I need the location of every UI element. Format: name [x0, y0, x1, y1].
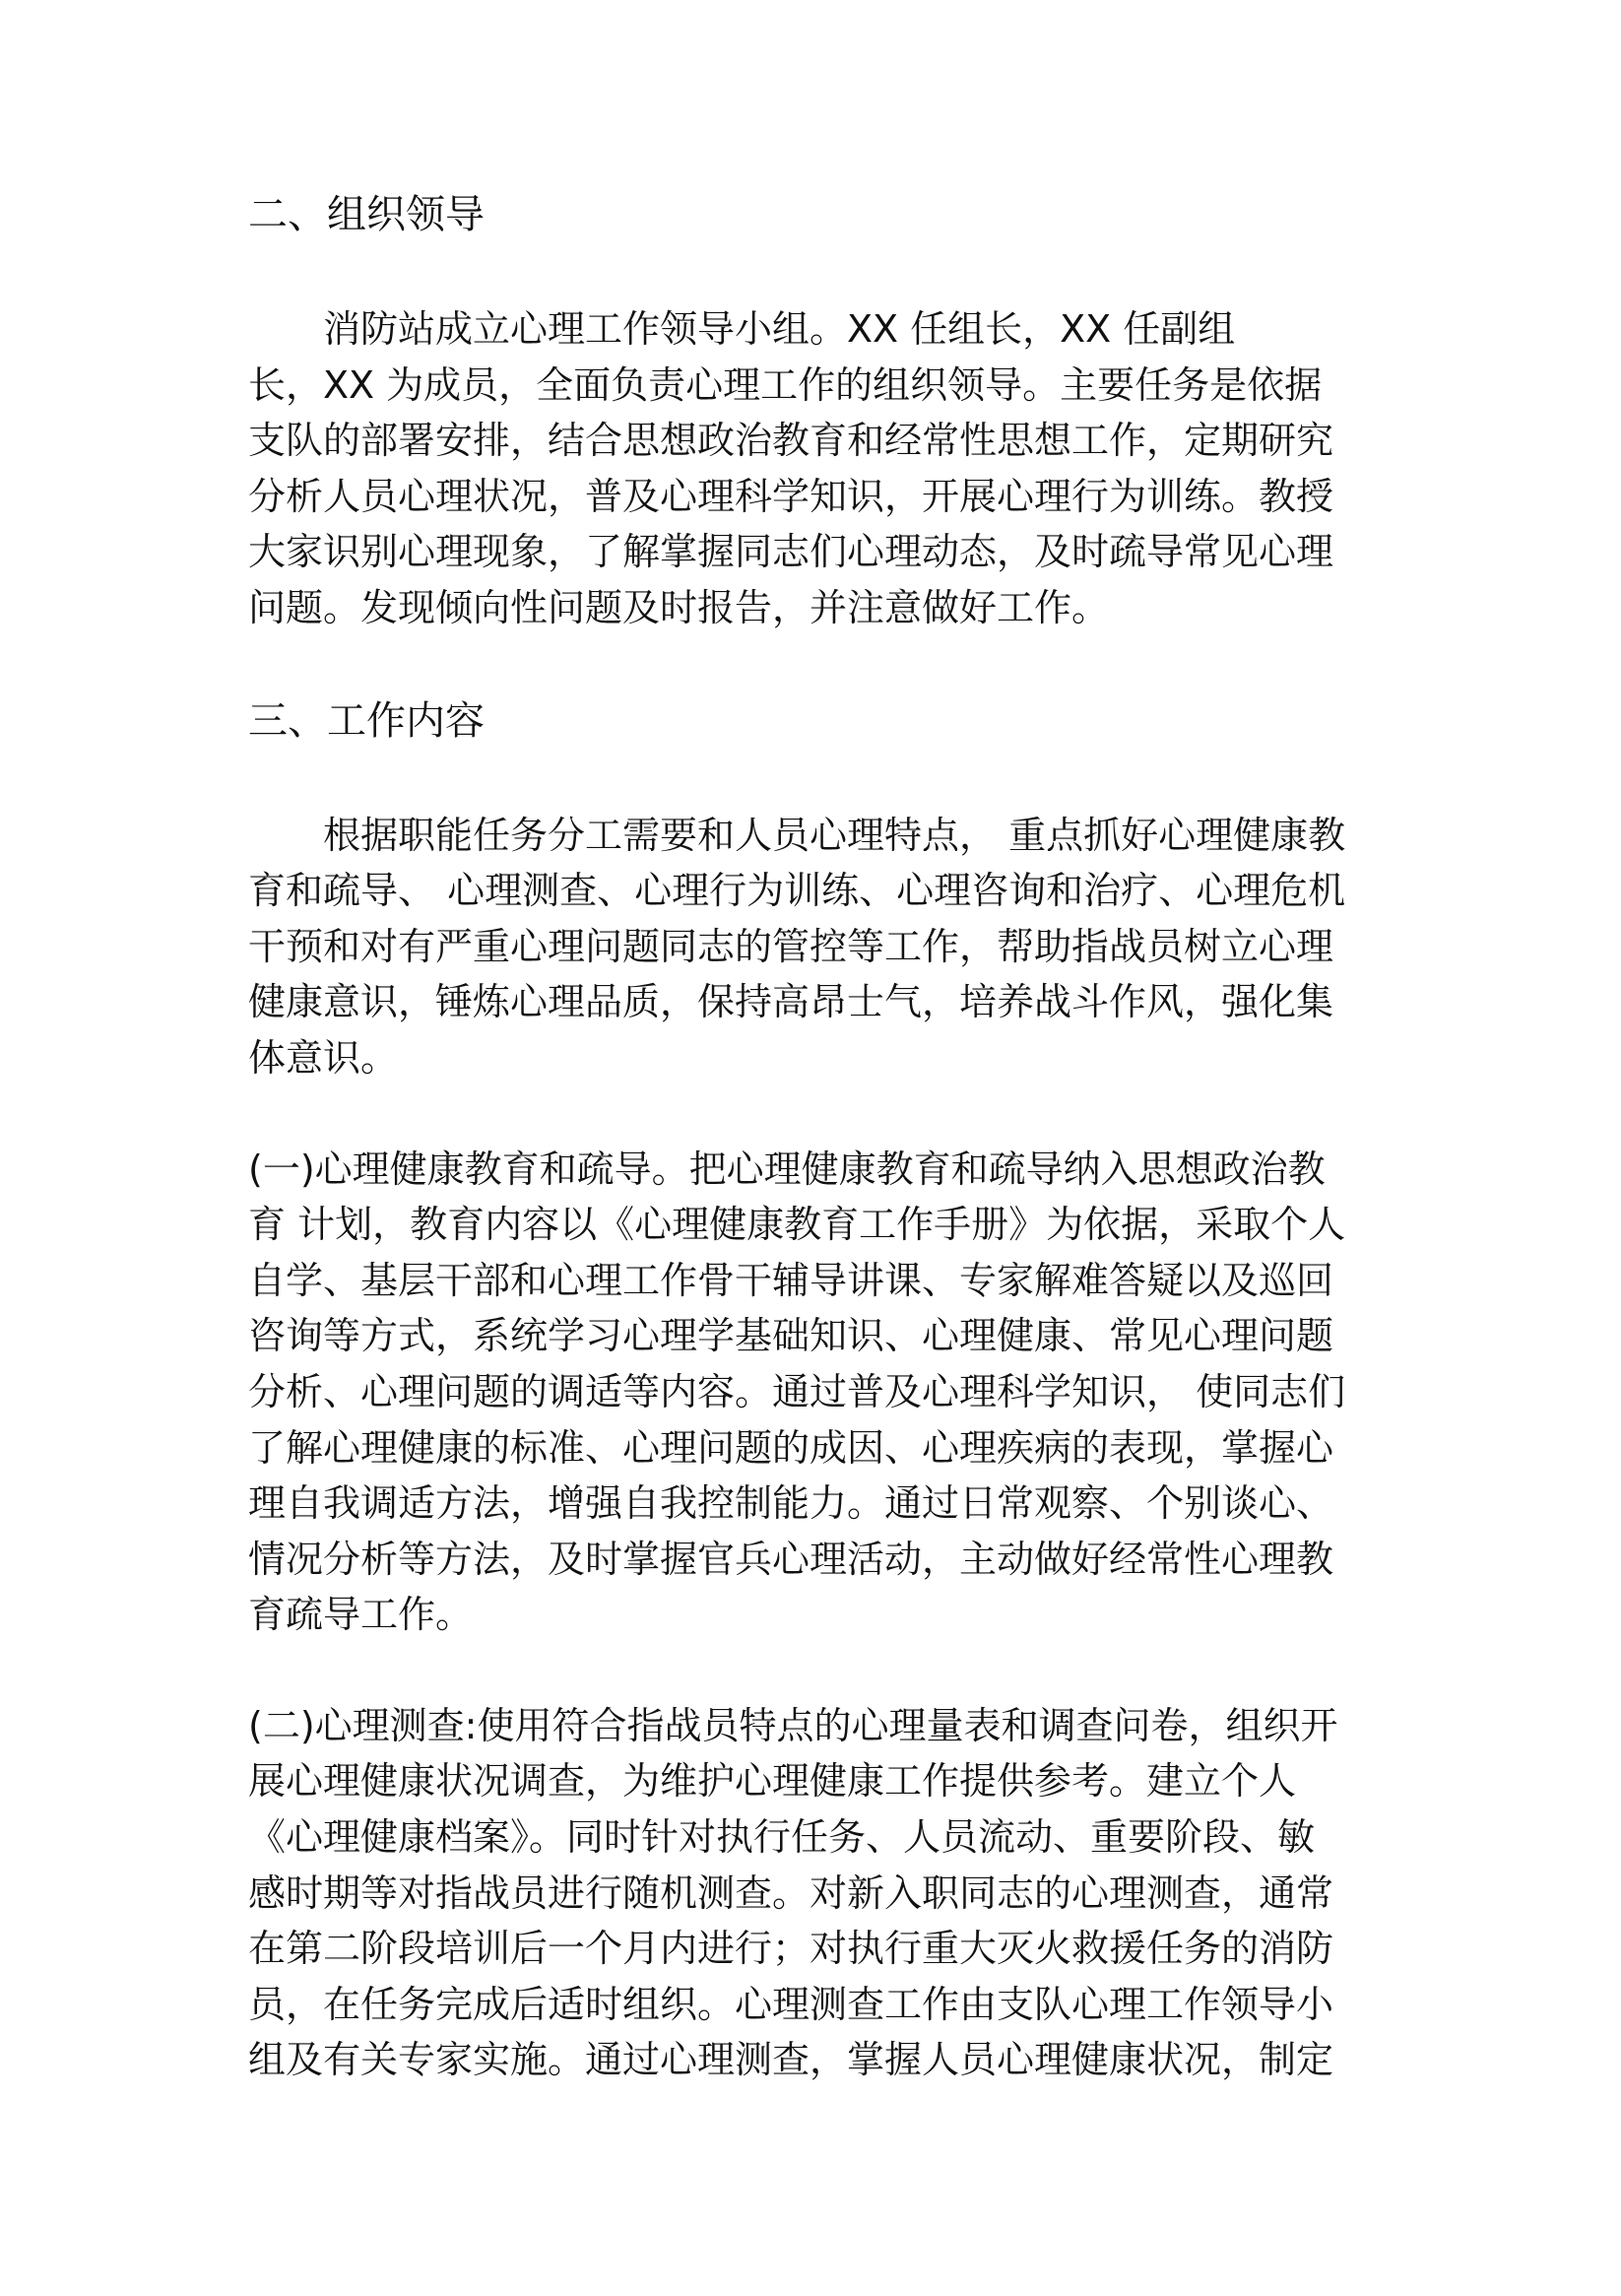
section-heading-organization: 二、组织领导: [248, 192, 485, 237]
paragraph-line: 《心理健康档案》。同时针对执行任务、人员流动、重要阶段、敏: [248, 1815, 1316, 1860]
paragraph-line: (一)心理健康教育和疏导。把心理健康教育和疏导纳入思想政治教: [248, 1147, 1326, 1191]
paragraph-line: 育和疏导、 心理测查、心理行为训练、心理咨询和治疗、心理危机: [248, 869, 1346, 913]
paragraph-line: 消防站成立心理工作领导小组。XX 任组长，XX 任副组: [323, 307, 1236, 351]
paragraph-line: 育疏导工作。: [248, 1593, 474, 1637]
paragraph-line: 体意识。: [248, 1035, 399, 1080]
paragraph-line: 自学、基层干部和心理工作骨干辅导讲课、专家解难答疑以及巡回: [248, 1258, 1334, 1302]
paragraph-line: 展心理健康状况调查，为维护心理健康工作提供参考。建立个人: [248, 1759, 1297, 1804]
paragraph-line: 根据职能任务分工需要和人员心理特点， 重点抓好心理健康教: [323, 813, 1346, 857]
paragraph-line: 咨询等方式，系统学习心理学基础知识、心理健康、常见心理问题: [248, 1314, 1334, 1358]
paragraph-line: 分析人员心理状况，普及心理科学知识，开展心理行为训练。教授: [248, 474, 1334, 518]
paragraph-line: 育 计划，教育内容以《心理健康教育工作手册》为依据，采取个人: [248, 1203, 1346, 1247]
paragraph-line: 理自我调适方法，增强自我控制能力。通过日常观察、个别谈心、: [248, 1481, 1334, 1526]
paragraph-education-guidance: [248, 1142, 1391, 1643]
paragraph-line: 组及有关专家实施。通过心理测查，掌握人员心理健康状况，制定: [248, 2038, 1334, 2082]
paragraph-line: 情况分析等方法，及时掌握官兵心理活动，主动做好经常性心理教: [248, 1537, 1334, 1581]
paragraph-organization: [248, 301, 1391, 636]
paragraph-line: 在第二阶段培训后一个月内进行；对执行重大灭火救援任务的消防: [248, 1927, 1334, 1971]
paragraph-line: 感时期等对指战员进行随机测查。对新入职同志的心理测查，通常: [248, 1870, 1334, 1915]
paragraph-line: 支队的部署安排，结合思想政治教育和经常性思想工作，定期研究: [248, 419, 1334, 463]
paragraph-work-content: [248, 808, 1391, 1086]
paragraph-line: 员，在任务完成后适时组织。心理测查工作由支队心理工作领导小: [248, 1982, 1334, 2026]
paragraph-line: 了解心理健康的标准、心理问题的成因、心理疾病的表现，掌握心: [248, 1425, 1334, 1470]
paragraph-line: (二)心理测查:使用符合指战员特点的心理量表和调查问卷，组织开: [248, 1703, 1338, 1747]
paragraph-psychological-testing: [248, 1698, 1391, 2088]
paragraph-line: 分析、心理问题的调适等内容。通过普及心理科学知识， 使同志们: [248, 1369, 1346, 1413]
paragraph-line: 问题。发现倾向性问题及时报告，并注意做好工作。: [248, 585, 1110, 629]
paragraph-line: 大家识别心理现象，了解掌握同志们心理动态，及时疏导常见心理: [248, 530, 1334, 574]
paragraph-line: 干预和对有严重心理问题同志的管控等工作，帮助指战员树立心理: [248, 924, 1334, 968]
section-heading-work-content: 三、工作内容: [248, 697, 485, 744]
paragraph-line: 健康意识，锤炼心理品质，保持高昂士气，培养战斗作风，强化集: [248, 980, 1334, 1024]
document-page: [248, 187, 1391, 2088]
paragraph-line: 长，XX 为成员，全面负责心理工作的组织领导。主要任务是依据: [248, 362, 1323, 407]
